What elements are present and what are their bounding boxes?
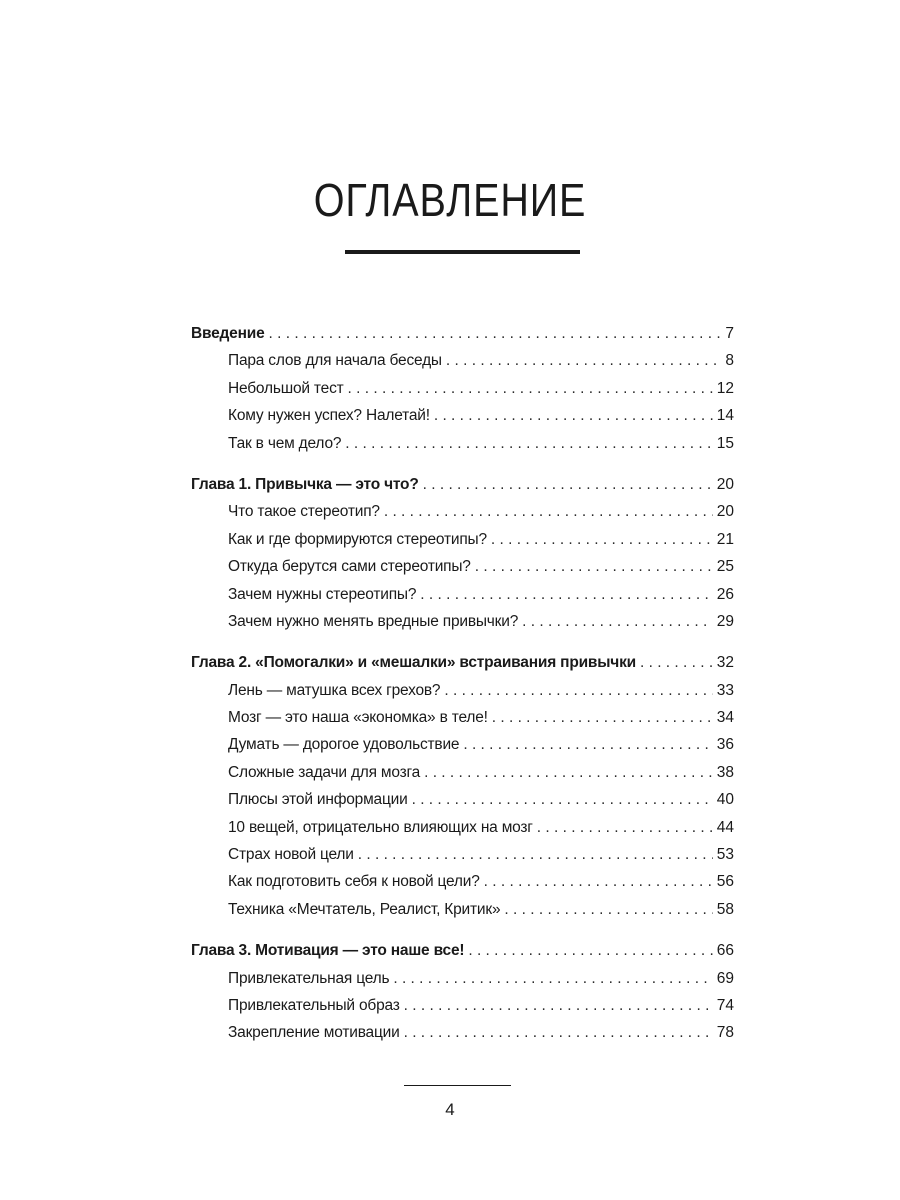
toc-entry-label: Как и где формируются стереотипы? — [228, 530, 487, 548]
toc-chapter-label: Глава 3. Мотивация — это наше все! — [191, 942, 465, 960]
toc-page-number: 29 — [716, 612, 734, 630]
dot-leader — [404, 997, 713, 1015]
dot-leader — [424, 764, 713, 782]
dot-leader — [468, 942, 712, 960]
toc-entry-label: Небольшой тест — [228, 379, 344, 397]
toc-page-number: 7 — [725, 325, 734, 342]
page-number: 4 — [445, 1100, 455, 1119]
toc-entry-label: Техника «Мечтатель, Реалист, Критик» — [228, 900, 501, 918]
dot-leader — [404, 1024, 713, 1042]
toc-chapter — [191, 654, 734, 681]
dot-leader — [522, 613, 713, 631]
toc-page-number: 56 — [716, 873, 734, 891]
toc-page-number: 20 — [716, 503, 734, 521]
toc-page-number: 32 — [716, 654, 734, 672]
dot-leader — [358, 846, 713, 864]
dot-leader — [420, 586, 712, 604]
toc-entry-label: Привлекательная цель — [228, 969, 390, 987]
toc-entry — [191, 1024, 734, 1051]
toc-entry-label: Привлекательный образ — [228, 996, 400, 1014]
toc-entry-label: Лень — матушка всех грехов? — [228, 681, 441, 699]
dot-leader — [446, 352, 722, 370]
toc-entry — [191, 380, 734, 407]
dot-leader — [463, 736, 712, 754]
dot-leader — [491, 531, 713, 549]
toc-page-number: 21 — [716, 530, 734, 548]
toc-entry-label: Плюсы этой информации — [228, 791, 408, 809]
toc-page-number: 25 — [716, 558, 734, 576]
toc-chapter-label: Глава 2. «Помогалки» и «мешалки» встраивания привычки — [191, 654, 636, 672]
toc-page-number: 8 — [725, 352, 734, 370]
toc-entry — [191, 558, 734, 585]
toc-page-number: 53 — [716, 846, 734, 864]
toc-entry-label: Пара слов для начала беседы — [228, 352, 442, 370]
dot-leader — [537, 819, 713, 837]
dot-leader — [269, 325, 722, 343]
toc-entry — [191, 682, 734, 709]
toc-entry — [191, 736, 734, 763]
dot-leader — [640, 654, 713, 672]
dot-leader — [384, 503, 713, 521]
toc-entry-label: Зачем нужно менять вредные привычки? — [228, 612, 519, 630]
page-title: ОГЛАВЛЕНИЕ — [313, 174, 587, 226]
toc-entry — [191, 970, 734, 997]
toc-entry — [191, 531, 734, 558]
toc-entry-label: Закрепление мотивации — [228, 1024, 400, 1042]
toc-chapter — [191, 476, 734, 503]
toc-page-number: 12 — [716, 379, 734, 397]
toc-entry-label: Мозг — это наша «экономка» в теле! — [228, 709, 488, 727]
toc-section-chapter-1 — [191, 476, 734, 640]
toc-entry — [191, 613, 734, 640]
toc-page-number: 34 — [716, 709, 734, 727]
toc-page-number: 38 — [716, 763, 734, 781]
toc-page-number: 15 — [716, 434, 734, 452]
dot-leader — [423, 476, 713, 494]
toc-page-number: 33 — [716, 681, 734, 699]
toc-page-number: 78 — [716, 1024, 734, 1042]
toc-page-number: 26 — [716, 585, 734, 603]
toc-entry-label: Страх новой цели — [228, 846, 354, 864]
toc-page-number: 36 — [716, 736, 734, 754]
toc-page-number: 40 — [716, 791, 734, 809]
toc-entry-label: Кому нужен успех? Налетай! — [228, 407, 430, 425]
dot-leader — [434, 407, 713, 425]
toc-entry-label: Думать — дорогое удовольствие — [228, 736, 460, 754]
dot-leader — [412, 791, 713, 809]
dot-leader — [484, 873, 713, 891]
toc-page-number: 20 — [716, 475, 734, 493]
toc-page-number: 74 — [716, 996, 734, 1014]
toc-chapter — [191, 942, 734, 969]
toc-section-chapter-3 — [191, 942, 734, 1052]
dot-leader — [393, 970, 712, 988]
toc-entry — [191, 503, 734, 530]
toc-section-intro — [191, 325, 734, 462]
toc-entry — [191, 873, 734, 900]
title-underline — [345, 250, 580, 254]
dot-leader — [348, 380, 713, 398]
toc-entry — [191, 997, 734, 1024]
footer-rule — [404, 1085, 511, 1086]
dot-leader — [475, 558, 713, 576]
dot-leader — [504, 901, 712, 919]
toc-entry — [191, 846, 734, 873]
toc-page-number: 14 — [716, 407, 734, 425]
toc-entry — [191, 352, 734, 379]
toc-entry — [191, 901, 734, 928]
toc-entry — [191, 709, 734, 736]
toc-page-number: 66 — [716, 942, 734, 960]
toc-entry — [191, 407, 734, 434]
toc-page-number: 44 — [716, 818, 734, 836]
toc-section-chapter-2 — [191, 654, 734, 928]
toc-chapter-label: Введение — [191, 325, 265, 342]
toc-entry — [191, 791, 734, 818]
dot-leader — [345, 435, 712, 453]
toc-entry-label: 10 вещей, отрицательно влияющих на мозг — [228, 818, 533, 836]
toc-entry-label: Сложные задачи для мозга — [228, 763, 421, 781]
toc-entry-label: Откуда берутся сами стереотипы? — [228, 558, 471, 576]
toc-page-number: 58 — [716, 900, 734, 918]
toc-entry — [191, 764, 734, 791]
toc-entry — [191, 819, 734, 846]
toc-chapter — [191, 325, 734, 352]
toc-page-number: 69 — [716, 969, 734, 987]
toc-chapter-label: Глава 1. Привычка — это что? — [191, 475, 419, 493]
toc-entry — [191, 586, 734, 613]
toc-entry — [191, 435, 734, 462]
dot-leader — [444, 682, 712, 700]
toc-entry-label: Зачем нужны стереотипы? — [228, 585, 417, 603]
toc-entry-label: Что такое стереотип? — [228, 503, 380, 521]
toc-entry-label: Так в чем дело? — [228, 434, 342, 452]
dot-leader — [492, 709, 713, 727]
toc-entry-label: Как подготовить себя к новой цели? — [228, 873, 480, 891]
table-of-contents — [191, 325, 734, 1066]
